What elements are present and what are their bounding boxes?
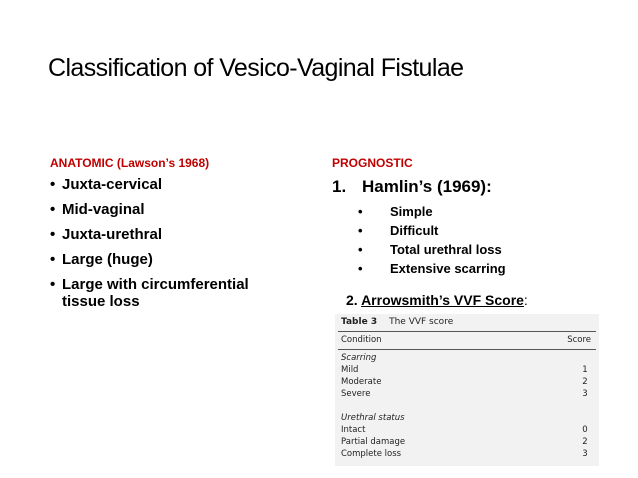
hamlin-item-label: Total urethral loss	[390, 242, 502, 257]
arrowsmith-number: 2.	[346, 292, 358, 308]
col-score-header: Score	[567, 335, 591, 345]
row-label: Complete loss	[341, 449, 402, 459]
hamlin-number: 1.	[332, 177, 347, 196]
row-score: 3	[582, 389, 588, 399]
anatomic-item	[50, 276, 292, 310]
arrowsmith-heading	[346, 292, 528, 308]
table-header-row	[341, 334, 591, 346]
hamlin-heading	[332, 177, 492, 197]
row-score: 3	[582, 449, 588, 459]
row-label: Severe	[341, 389, 371, 399]
hamlin-item	[358, 202, 506, 221]
bullet-icon: •	[358, 204, 363, 219]
bullet-icon: •	[50, 201, 56, 218]
table-row	[341, 436, 591, 448]
anatomic-item	[50, 176, 310, 193]
vvf-score-table	[335, 314, 599, 466]
anatomic-list	[50, 176, 310, 318]
table-row	[341, 376, 591, 388]
table-row	[341, 364, 591, 376]
arrowsmith-label: Arrowsmith’s VVF Score	[361, 292, 524, 308]
row-label: Partial damage	[341, 437, 406, 447]
anatomic-item	[50, 251, 310, 268]
table-row	[341, 424, 591, 436]
row-label: Mild	[341, 365, 359, 375]
table-row	[341, 448, 591, 460]
table-caption-label: Table 3	[341, 317, 378, 327]
row-score: 0	[582, 425, 588, 435]
table-caption	[341, 317, 453, 327]
group-heading-label: Scarring	[341, 353, 377, 363]
group-heading-urethral	[341, 412, 591, 424]
anatomic-item	[50, 226, 310, 243]
row-score: 1	[582, 365, 588, 375]
table-rule	[338, 349, 596, 350]
table-rule	[338, 331, 596, 332]
hamlin-label: Hamlin’s (1969):	[362, 177, 492, 196]
table-caption-text: The VVF score	[389, 317, 454, 327]
anatomic-item-label: Juxta-urethral	[62, 226, 163, 243]
hamlin-item-label: Difficult	[390, 223, 439, 238]
row-label: Moderate	[341, 377, 382, 387]
hamlin-list	[358, 202, 506, 278]
anatomic-heading: ANATOMIC (Lawson’s 1968)	[50, 156, 210, 170]
bullet-icon: •	[358, 261, 363, 276]
arrowsmith-colon: :	[523, 292, 528, 308]
anatomic-item-label: Mid-vaginal	[62, 201, 145, 218]
bullet-icon: •	[50, 226, 56, 243]
anatomic-item	[50, 201, 310, 218]
bullet-icon: •	[358, 223, 363, 238]
anatomic-item-label: Large (huge)	[62, 251, 153, 268]
bullet-icon: •	[50, 176, 56, 193]
anatomic-item-label: Large with circumferential tissue loss	[62, 276, 249, 310]
bullet-icon: •	[358, 242, 363, 257]
bullet-icon: •	[50, 251, 56, 268]
hamlin-item	[358, 221, 506, 240]
group-heading-label: Urethral status	[341, 413, 405, 423]
hamlin-item	[358, 240, 506, 259]
hamlin-item	[358, 259, 506, 278]
group-heading-scarring	[341, 352, 591, 364]
hamlin-item-label: Extensive scarring	[390, 261, 506, 276]
hamlin-item-label: Simple	[390, 204, 433, 219]
prognostic-heading: PROGNOSTIC	[332, 156, 413, 170]
bullet-icon: •	[50, 276, 56, 293]
row-score: 2	[582, 437, 588, 447]
row-score: 2	[582, 377, 588, 387]
slide-title: Classification of Vesico-Vaginal Fistulae	[48, 54, 464, 82]
row-label: Intact	[341, 425, 366, 435]
col-condition-header: Condition	[341, 335, 382, 345]
table-row	[341, 388, 591, 400]
anatomic-item-label: Juxta-cervical	[62, 176, 163, 193]
